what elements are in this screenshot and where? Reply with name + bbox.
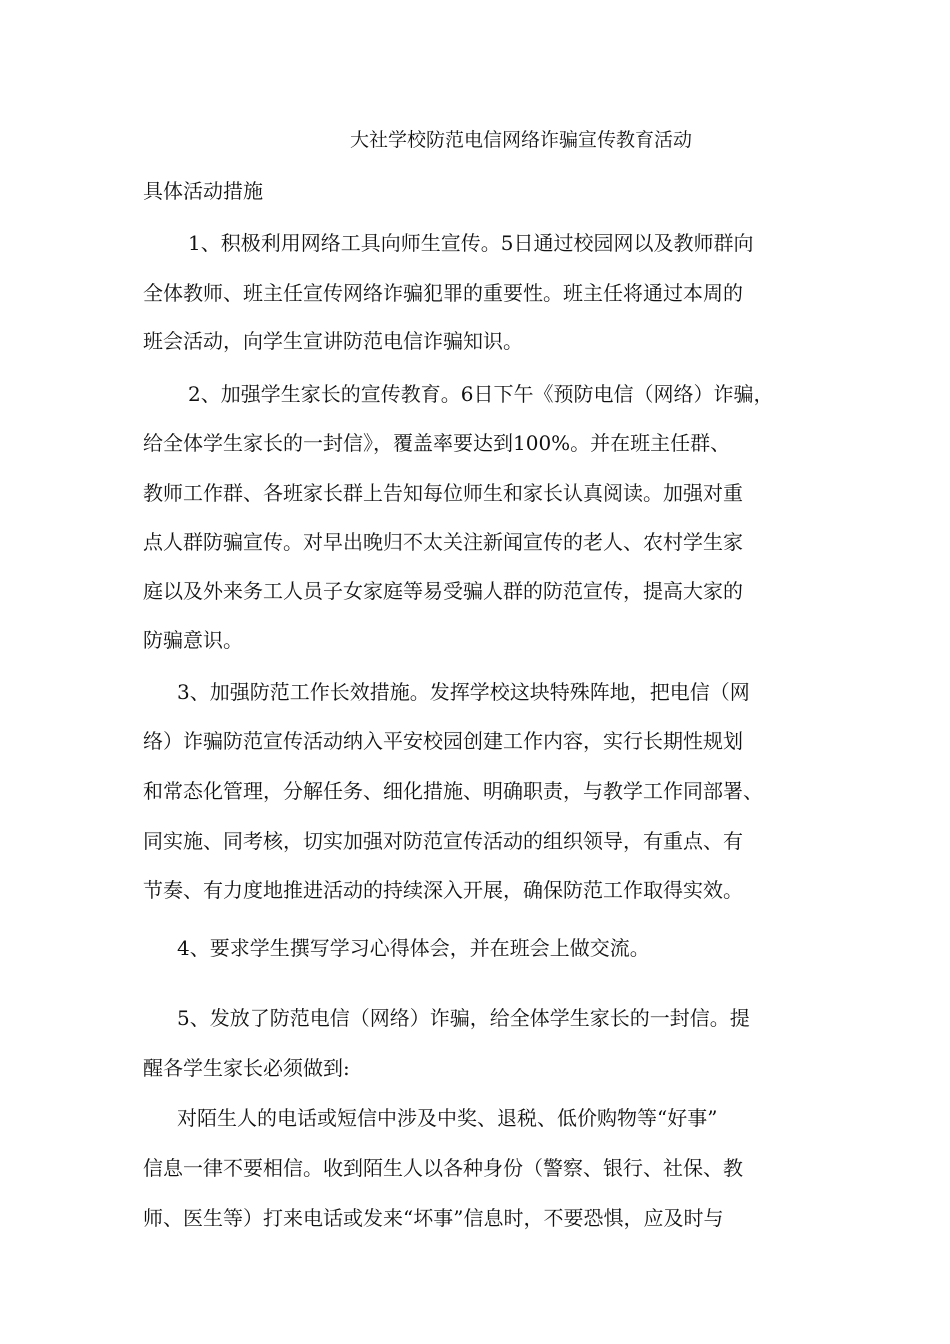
- paragraph-line: 5、发放了防范电信（网络）诈骗，给全体学生家长的一封信。提: [177, 1006, 750, 1030]
- paragraph-line: 和常态化管理，分解任务、细化措施、明确职责，与教学工作同部署、: [143, 779, 763, 803]
- paragraph-line: 庭以及外来务工人员子女家庭等易受骗人群的防范宣传，提高大家的: [143, 579, 743, 603]
- paragraph-line: 对陌生人的电话或短信中涉及中奖、退税、低价购物等“好事”: [177, 1106, 718, 1130]
- paragraph-line: 络）诈骗防范宣传活动纳入平安校园创建工作内容，实行长期性规划: [143, 729, 743, 753]
- section-heading: 具体活动措施: [143, 179, 263, 203]
- paragraph-line: 醒各学生家长必须做到:: [143, 1056, 350, 1080]
- paragraph-line: 教师工作群、各班家长群上告知每位师生和家长认真阅读。加强对重: [143, 481, 743, 505]
- paragraph-line: 节奏、有力度地推进活动的持续深入开展，确保防范工作取得实效。: [143, 878, 743, 902]
- paragraph-line: 信息一律不要相信。收到陌生人以各种身份（警察、银行、社保、教: [143, 1156, 743, 1180]
- paragraph-line: 4、要求学生撰写学习心得体会，并在班会上做交流。: [177, 936, 650, 960]
- paragraph-line: 同实施、同考核，切实加强对防范宣传活动的组织领导，有重点、有: [143, 829, 743, 853]
- paragraph-line: 全体教师、班主任宣传网络诈骗犯罪的重要性。班主任将通过本周的: [143, 281, 743, 305]
- paragraph-line: 防骗意识。: [143, 628, 243, 652]
- paragraph-line: 点人群防骗宣传。对早出晚归不太关注新闻宣传的老人、农村学生家: [143, 530, 743, 554]
- paragraph-line: 给全体学生家长的一封信》，覆盖率要达到100%。并在班主任群、: [143, 431, 731, 455]
- paragraph-line: 3、加强防范工作长效措施。发挥学校这块特殊阵地，把电信（网: [177, 680, 750, 704]
- paragraph-line: 班会活动，向学生宣讲防范电信诈骗知识。: [143, 329, 523, 353]
- paragraph-line: 1、积极利用网络工具向师生宣传。5日通过校园网以及教师群向: [188, 231, 754, 255]
- paragraph-line: 2、加强学生家长的宣传教育。6日下午《预防电信（网络）诈骗，: [188, 382, 774, 406]
- document-title: 大社学校防范电信网络诈骗宣传教育活动: [349, 129, 692, 151]
- paragraph-line: 师、医生等）打来电话或发来“坏事”信息时，不要恐惧，应及时与: [143, 1206, 724, 1230]
